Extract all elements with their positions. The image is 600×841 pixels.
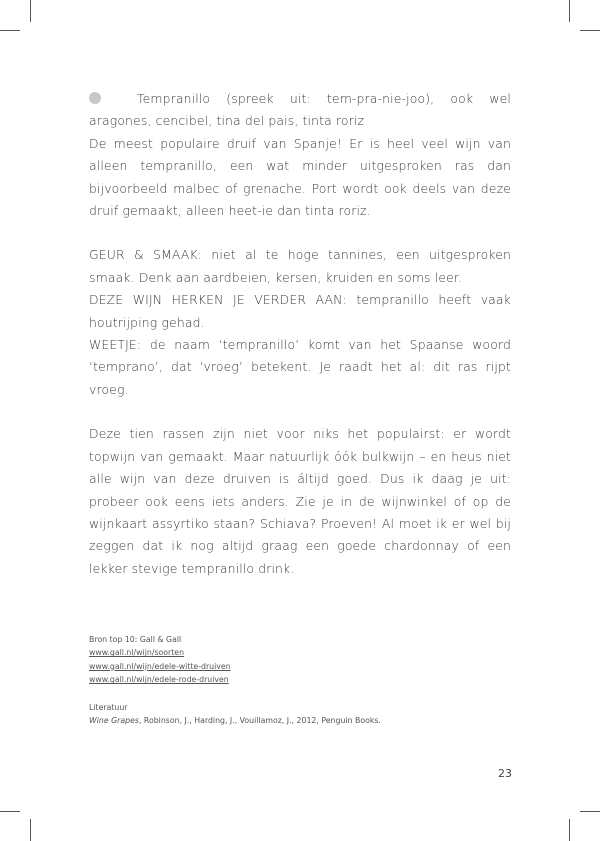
- conclusion-paragraph: Deze tien rassen zijn niet voor niks het populairst: er wordt topwijn van gemaakt. Maar natuurlijk óók bulkwijn – en heus niet alle wijn van deze druiven is áltijd goed. Dus ik daag je uit: probeer ook eens iets anders. Zie je in de wijnwinkel of op de wijnkaart assyrtiko staan? Schiava? Proeven! Al moet ik er wel bij zeggen dat ik nog altijd graag een goede chardonnay of een lekker stevige tempranillo drink.: [89, 426, 511, 576]
- literature-details: , Robinson, J., Harding, J., Vouillamoz, J., 2012, Penguin Books.: [138, 716, 381, 726]
- herken-paragraph: DEZE WIJN HERKEN JE VERDER AAN: tempranillo heeft vaak houtrijping gehad.: [89, 292, 511, 330]
- main-text: [89, 88, 511, 580]
- source-link[interactable]: www.gall.nl/wijn/edele-witte-druiven: [89, 661, 231, 671]
- literature-label: Literatuur: [89, 702, 128, 712]
- literature-entry: [89, 714, 511, 727]
- crop-mark: [569, 819, 570, 841]
- source-link[interactable]: www.gall.nl/wijn/soorten: [89, 648, 185, 658]
- crop-mark: [30, 0, 31, 22]
- crop-mark: [0, 30, 20, 31]
- bullet-icon: [89, 92, 101, 104]
- literature-title: Wine Grapes: [89, 716, 139, 726]
- crop-mark: [580, 30, 600, 31]
- source-link[interactable]: www.gall.nl/wijn/edele-rode-druiven: [89, 675, 229, 685]
- tempranillo-body: De meest populaire druif van Spanje! Er is heel veel wijn van alleen tempranillo, een wat minder uitgesproken ras dan bijvoorbeeld malbec of grenache. Port wordt ook deels van deze druif gemaakt, alleen heet-ie dan tinta roriz.: [89, 135, 511, 219]
- crop-mark: [0, 811, 20, 812]
- crop-mark: [580, 811, 600, 812]
- crop-mark: [30, 819, 31, 841]
- page-number: 23: [498, 767, 512, 780]
- crop-mark: [569, 0, 570, 22]
- geur-smaak-paragraph: GEUR & SMAAK: niet al te hoge tannines, een uitgesproken smaak. Denk aan aardbeien, kersen, kruiden en soms leer.: [89, 247, 511, 285]
- tempranillo-header-text: Tempranillo (spreek uit: tem-pra-nie-joo), ook wel aragones, cencibel, tina del pais, tinta roriz: [89, 91, 511, 129]
- sources-section: [89, 633, 511, 727]
- tempranillo-header: [89, 88, 511, 133]
- weetje-paragraph: WEETJE: de naam ‘tempranillo’ komt van het Spaanse woord ‘temprano’, dat ‘vroeg’ betekent. Je raadt het al: dit ras rijpt vroeg.: [89, 337, 511, 397]
- sources-label: Bron top 10: Gall & Gall: [89, 635, 182, 644]
